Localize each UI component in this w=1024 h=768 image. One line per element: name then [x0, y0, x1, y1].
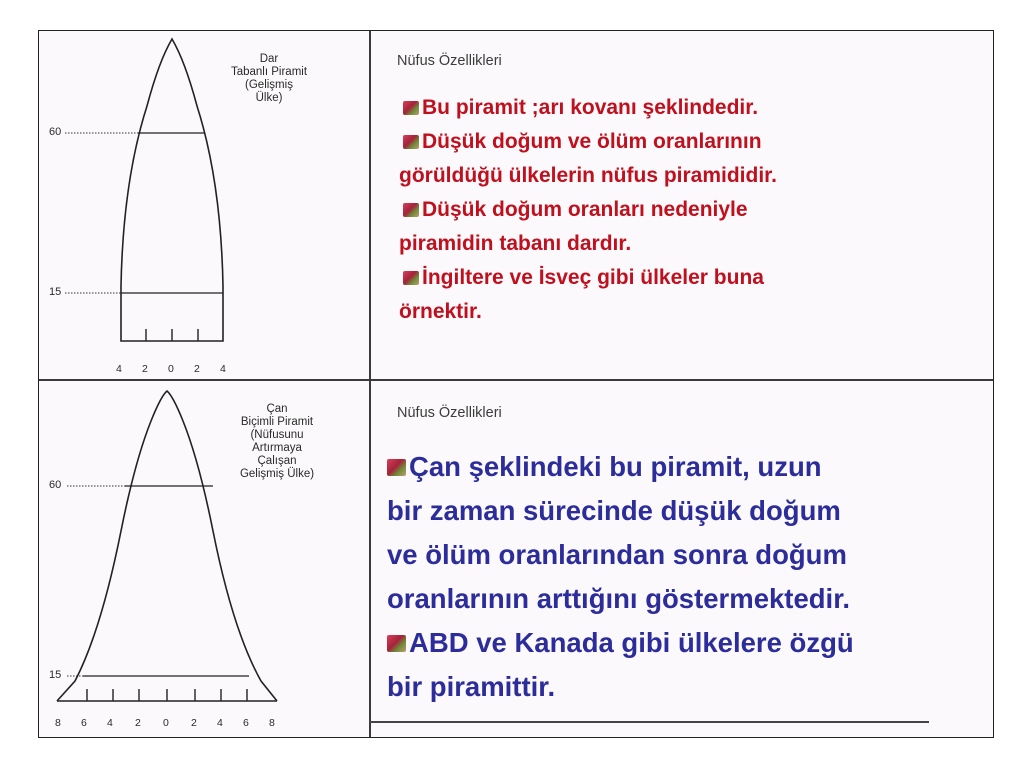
x-tick: 6: [81, 717, 87, 729]
x-tick: 4: [116, 363, 122, 375]
y-tick-15: 15: [49, 669, 62, 681]
bottom-section-heading: Nüfus Özellikleri: [397, 405, 502, 421]
horizontal-divider: [39, 379, 993, 381]
flower-bullet-icon: [403, 101, 419, 115]
x-tick: 2: [142, 363, 148, 375]
beehive-pyramid-outline: [121, 39, 223, 341]
bottom-bullet-1: Çan şeklindeki bu piramit, uzun: [387, 445, 987, 489]
bottom-divider: [369, 721, 929, 723]
top-bullet-4: İngiltere ve İsveç gibi ülkeler buna: [403, 261, 983, 295]
x-tick: 4: [107, 717, 113, 729]
flower-bullet-icon: [387, 459, 406, 476]
top-bullet-2: Düşük doğum ve ölüm oranlarının: [403, 125, 983, 159]
y-tick-60: 60: [49, 126, 62, 138]
top-bullet-3: Düşük doğum oranları nedeniyle: [403, 193, 983, 227]
top-section-heading: Nüfus Özellikleri: [397, 53, 502, 69]
x-tick: 4: [220, 363, 226, 375]
bell-pyramid-label: Çan Biçimli Piramit (Nüfusunu Artırmaya Çalışan Gelişmiş Ülke): [239, 403, 315, 480]
x-tick: 8: [55, 717, 61, 729]
y-tick-15: 15: [49, 286, 62, 298]
top-description: Bu piramit ;arı kovanı şeklindedir. Düşük doğum ve ölüm oranlarının görüldüğü ülkelerin nüfus piramididir. Düşük doğum oranları nedeniyle piramidin tabanı dardır. İngiltere ve İsveç gibi ülkeler buna örnektir.: [403, 91, 983, 329]
flower-bullet-icon: [403, 135, 419, 149]
x-tick: 2: [191, 717, 197, 729]
beehive-pyramid-label: Dar Tabanlı Piramit (Gelişmiş Ülke): [230, 53, 308, 104]
x-tick: 0: [168, 363, 174, 375]
vertical-divider: [369, 31, 371, 737]
top-bullet-1: Bu piramit ;arı kovanı şeklindedir.: [403, 91, 983, 125]
x-tick: 2: [135, 717, 141, 729]
beehive-pyramid-diagram: [39, 31, 369, 379]
x-tick: 8: [269, 717, 275, 729]
slide-frame: [38, 30, 994, 738]
x-tick: 6: [243, 717, 249, 729]
flower-bullet-icon: [403, 271, 419, 285]
flower-bullet-icon: [387, 635, 406, 652]
x-tick: 4: [217, 717, 223, 729]
bottom-bullet-2: ABD ve Kanada gibi ülkelere özgü: [387, 621, 987, 665]
y-tick-60: 60: [49, 479, 62, 491]
x-tick: 2: [194, 363, 200, 375]
flower-bullet-icon: [403, 203, 419, 217]
bottom-description: Çan şeklindeki bu piramit, uzun bir zaman sürecinde düşük doğum ve ölüm oranlarından sonra doğum oranlarının arttığını göstermektedir. ABD ve Kanada gibi ülkelere özgü bir piramittir.: [387, 445, 987, 709]
x-tick: 0: [163, 717, 169, 729]
